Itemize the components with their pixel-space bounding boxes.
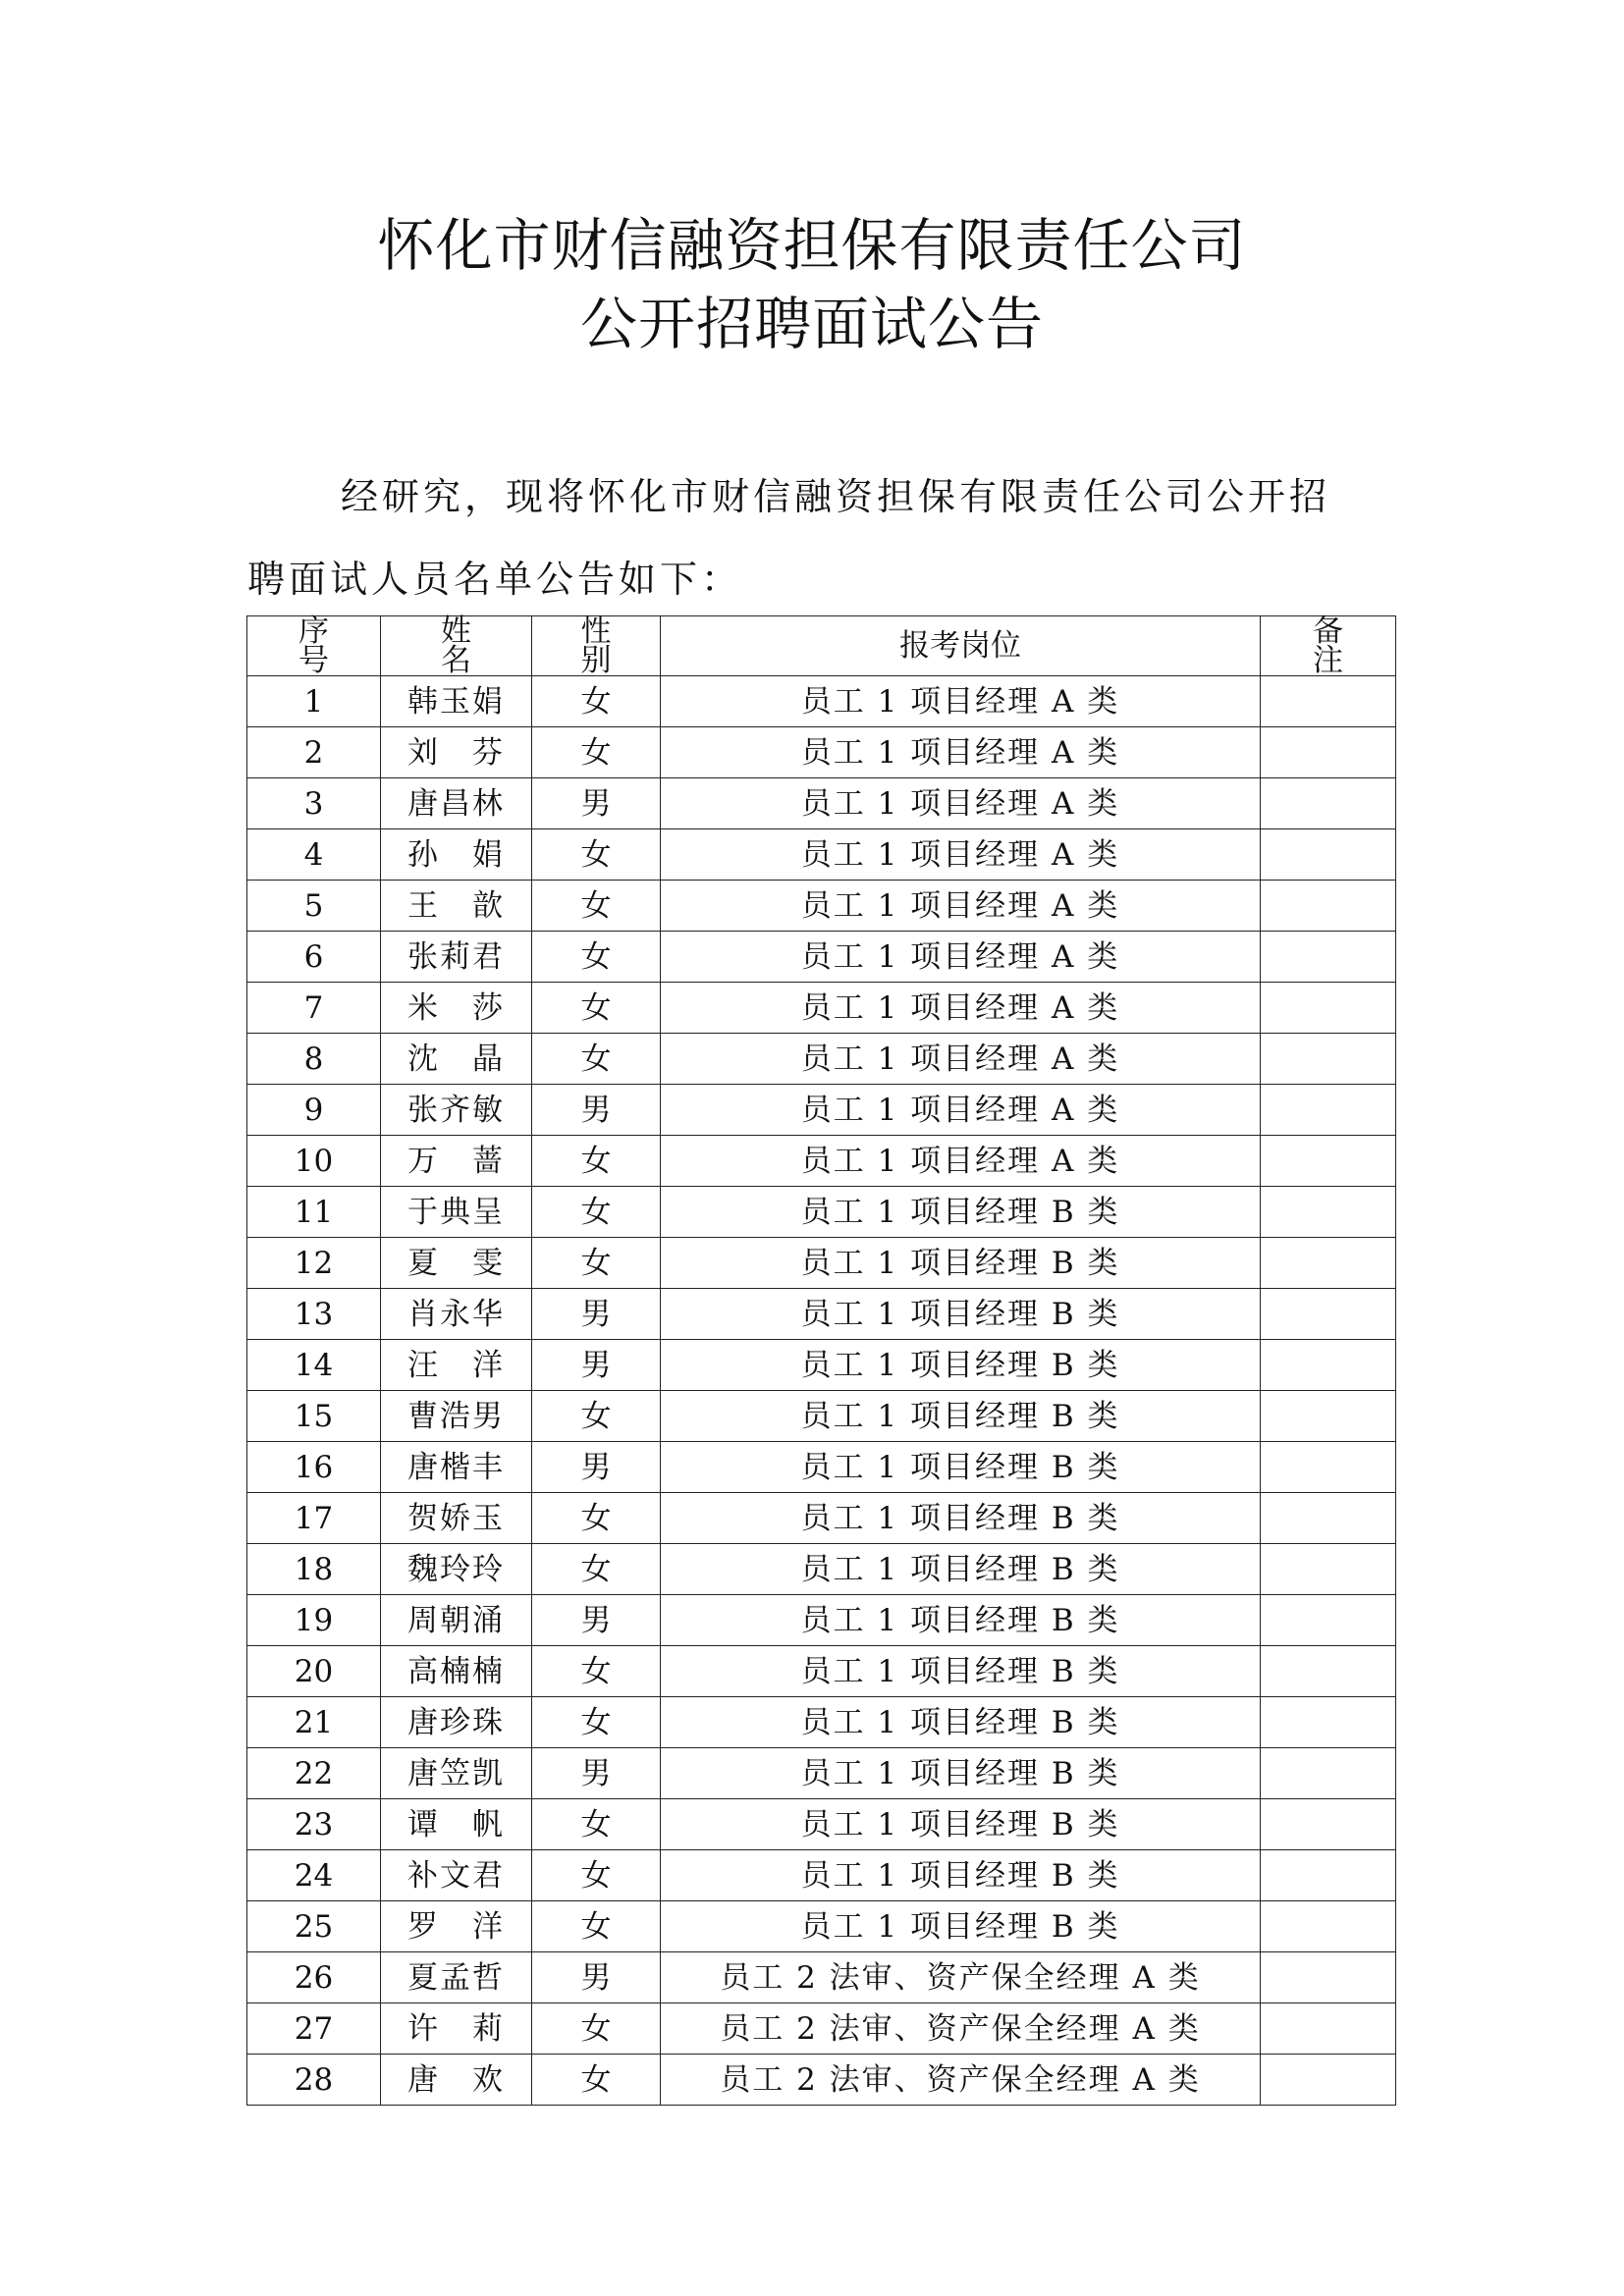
cell-position: 员工 1 项目经理 B 类: [661, 1187, 1261, 1238]
cell-remark: [1261, 1136, 1396, 1187]
cell-name: 贺娇玉: [381, 1493, 532, 1544]
table-row: [247, 778, 1396, 829]
cell-remark: [1261, 2055, 1396, 2106]
table-row: [247, 1340, 1396, 1391]
table-row: [247, 1646, 1396, 1697]
document-title-line-2: 公开招聘面试公告: [579, 291, 1044, 357]
table-row: [247, 1238, 1396, 1289]
table-row: [247, 881, 1396, 932]
cell-position: 员工 1 项目经理 B 类: [661, 1391, 1261, 1442]
cell-name: 孙 娟: [381, 829, 532, 881]
cell-remark: [1261, 1901, 1396, 1952]
cell-seq: 3: [247, 778, 381, 829]
cell-remark: [1261, 1340, 1396, 1391]
cell-position: 员工 1 项目经理 B 类: [661, 1238, 1261, 1289]
cell-seq: 6: [247, 932, 381, 983]
cell-name: 韩玉娟: [381, 676, 532, 727]
table-row: [247, 1697, 1396, 1748]
cell-position: 员工 1 项目经理 A 类: [661, 983, 1261, 1034]
cell-position: 员工 1 项目经理 B 类: [661, 1901, 1261, 1952]
cell-position: 员工 1 项目经理 B 类: [661, 1340, 1261, 1391]
cell-remark: [1261, 727, 1396, 778]
cell-remark: [1261, 881, 1396, 932]
cell-gender: 女: [532, 1187, 661, 1238]
cell-position: 员工 2 法审、资产保全经理 A 类: [661, 1952, 1261, 2003]
cell-gender: 男: [532, 778, 661, 829]
table-row: [247, 1799, 1396, 1850]
table-row: [247, 2055, 1396, 2106]
table-row: [247, 1901, 1396, 1952]
cell-remark: [1261, 1850, 1396, 1901]
cell-remark: [1261, 1799, 1396, 1850]
cell-name: 肖永华: [381, 1289, 532, 1340]
cell-position: 员工 1 项目经理 B 类: [661, 1544, 1261, 1595]
cell-name: 于典呈: [381, 1187, 532, 1238]
table-row: [247, 676, 1396, 727]
cell-gender: 男: [532, 1442, 661, 1493]
cell-remark: [1261, 1544, 1396, 1595]
cell-name: 罗 洋: [381, 1901, 532, 1952]
cell-gender: 女: [532, 1850, 661, 1901]
cell-name: 刘 芬: [381, 727, 532, 778]
cell-gender: 男: [532, 1289, 661, 1340]
cell-gender: 女: [532, 1799, 661, 1850]
cell-remark: [1261, 983, 1396, 1034]
table-row: [247, 727, 1396, 778]
cell-remark: [1261, 778, 1396, 829]
cell-gender: 女: [532, 1901, 661, 1952]
cell-name: 周朝涌: [381, 1595, 532, 1646]
cell-remark: [1261, 1289, 1396, 1340]
cell-seq: 22: [247, 1748, 381, 1799]
header-seq: 序 号: [247, 616, 381, 676]
cell-remark: [1261, 2003, 1396, 2055]
cell-gender: 女: [532, 932, 661, 983]
cell-seq: 27: [247, 2003, 381, 2055]
cell-gender: 女: [532, 676, 661, 727]
header-remark: 备 注: [1261, 616, 1396, 676]
cell-name: 唐楷丰: [381, 1442, 532, 1493]
cell-gender: 女: [532, 983, 661, 1034]
table-header-row: [247, 616, 1396, 676]
cell-seq: 24: [247, 1850, 381, 1901]
header-gender: 性 别: [532, 616, 661, 676]
cell-seq: 14: [247, 1340, 381, 1391]
cell-remark: [1261, 1442, 1396, 1493]
cell-name: 万 蔷: [381, 1136, 532, 1187]
table-row: [247, 1595, 1396, 1646]
cell-remark: [1261, 676, 1396, 727]
cell-seq: 2: [247, 727, 381, 778]
table-row: [247, 1748, 1396, 1799]
cell-position: 员工 1 项目经理 A 类: [661, 778, 1261, 829]
cell-remark: [1261, 1187, 1396, 1238]
cell-position: 员工 1 项目经理 B 类: [661, 1442, 1261, 1493]
cell-seq: 26: [247, 1952, 381, 2003]
cell-name: 王 歆: [381, 881, 532, 932]
cell-position: 员工 1 项目经理 B 类: [661, 1697, 1261, 1748]
cell-seq: 16: [247, 1442, 381, 1493]
cell-gender: 女: [532, 1697, 661, 1748]
cell-seq: 9: [247, 1085, 381, 1136]
cell-seq: 19: [247, 1595, 381, 1646]
cell-name: 唐 欢: [381, 2055, 532, 2106]
cell-seq: 15: [247, 1391, 381, 1442]
cell-position: 员工 2 法审、资产保全经理 A 类: [661, 2003, 1261, 2055]
table-row: [247, 1850, 1396, 1901]
cell-gender: 男: [532, 1340, 661, 1391]
cell-name: 魏玲玲: [381, 1544, 532, 1595]
cell-seq: 1: [247, 676, 381, 727]
cell-name: 夏孟哲: [381, 1952, 532, 2003]
cell-name: 曹浩男: [381, 1391, 532, 1442]
cell-name: 唐珍珠: [381, 1697, 532, 1748]
cell-name: 高楠楠: [381, 1646, 532, 1697]
cell-remark: [1261, 1034, 1396, 1085]
cell-position: 员工 1 项目经理 A 类: [661, 1136, 1261, 1187]
cell-remark: [1261, 1748, 1396, 1799]
cell-seq: 17: [247, 1493, 381, 1544]
document-title-line-1: 怀化市财信融资担保有限责任公司: [377, 212, 1247, 279]
cell-position: 员工 1 项目经理 B 类: [661, 1850, 1261, 1901]
cell-gender: 男: [532, 1748, 661, 1799]
table-row: [247, 1493, 1396, 1544]
cell-remark: [1261, 1646, 1396, 1697]
header-position: 报考岗位: [661, 616, 1261, 676]
cell-remark: [1261, 829, 1396, 881]
cell-seq: 25: [247, 1901, 381, 1952]
table-row: [247, 932, 1396, 983]
cell-gender: 男: [532, 1952, 661, 2003]
cell-position: 员工 1 项目经理 A 类: [661, 1085, 1261, 1136]
cell-gender: 女: [532, 1493, 661, 1544]
cell-gender: 女: [532, 1646, 661, 1697]
cell-position: 员工 1 项目经理 A 类: [661, 727, 1261, 778]
cell-position: 员工 1 项目经理 B 类: [661, 1748, 1261, 1799]
table-row: [247, 1544, 1396, 1595]
cell-name: 米 莎: [381, 983, 532, 1034]
cell-name: 张莉君: [381, 932, 532, 983]
cell-name: 沈 晶: [381, 1034, 532, 1085]
cell-gender: 女: [532, 829, 661, 881]
cell-position: 员工 1 项目经理 B 类: [661, 1646, 1261, 1697]
cell-remark: [1261, 932, 1396, 983]
cell-position: 员工 1 项目经理 A 类: [661, 881, 1261, 932]
table-row: [247, 1187, 1396, 1238]
cell-gender: 女: [532, 881, 661, 932]
cell-name: 张齐敏: [381, 1085, 532, 1136]
cell-gender: 女: [532, 1544, 661, 1595]
cell-seq: 12: [247, 1238, 381, 1289]
table-row: [247, 1085, 1396, 1136]
table-row: [247, 829, 1396, 881]
cell-gender: 女: [532, 2003, 661, 2055]
cell-remark: [1261, 1238, 1396, 1289]
cell-position: 员工 1 项目经理 B 类: [661, 1493, 1261, 1544]
cell-remark: [1261, 1952, 1396, 2003]
table-row: [247, 1391, 1396, 1442]
cell-seq: 8: [247, 1034, 381, 1085]
cell-seq: 23: [247, 1799, 381, 1850]
cell-position: 员工 1 项目经理 A 类: [661, 676, 1261, 727]
cell-seq: 18: [247, 1544, 381, 1595]
cell-gender: 男: [532, 1085, 661, 1136]
cell-position: 员工 1 项目经理 B 类: [661, 1595, 1261, 1646]
cell-remark: [1261, 1085, 1396, 1136]
cell-gender: 男: [532, 1595, 661, 1646]
cell-seq: 7: [247, 983, 381, 1034]
cell-gender: 女: [532, 2055, 661, 2106]
cell-gender: 女: [532, 1391, 661, 1442]
cell-gender: 女: [532, 727, 661, 778]
cell-seq: 13: [247, 1289, 381, 1340]
cell-seq: 11: [247, 1187, 381, 1238]
cell-seq: 20: [247, 1646, 381, 1697]
cell-gender: 女: [532, 1034, 661, 1085]
cell-name: 夏 雯: [381, 1238, 532, 1289]
cell-name: 唐笠凯: [381, 1748, 532, 1799]
table-row: [247, 1289, 1396, 1340]
cell-remark: [1261, 1595, 1396, 1646]
table-row: [247, 2003, 1396, 2055]
cell-name: 唐昌林: [381, 778, 532, 829]
cell-remark: [1261, 1493, 1396, 1544]
cell-position: 员工 1 项目经理 B 类: [661, 1289, 1261, 1340]
table-row: [247, 1034, 1396, 1085]
cell-name: 补文君: [381, 1850, 532, 1901]
cell-name: 汪 洋: [381, 1340, 532, 1391]
cell-position: 员工 1 项目经理 A 类: [661, 829, 1261, 881]
table-row: [247, 983, 1396, 1034]
cell-seq: 28: [247, 2055, 381, 2106]
cell-position: 员工 2 法审、资产保全经理 A 类: [661, 2055, 1261, 2106]
cell-seq: 4: [247, 829, 381, 881]
cell-remark: [1261, 1391, 1396, 1442]
header-name: 姓 名: [381, 616, 532, 676]
intro-paragraph-line-2: 聘面试人员名单公告如下：: [247, 558, 743, 601]
table-row: [247, 1442, 1396, 1493]
cell-remark: [1261, 1697, 1396, 1748]
candidate-table: [246, 615, 1396, 2106]
cell-name: 谭 帆: [381, 1799, 532, 1850]
cell-seq: 5: [247, 881, 381, 932]
table-row: [247, 1952, 1396, 2003]
cell-gender: 女: [532, 1136, 661, 1187]
cell-position: 员工 1 项目经理 B 类: [661, 1799, 1261, 1850]
cell-position: 员工 1 项目经理 A 类: [661, 1034, 1261, 1085]
intro-paragraph-line-1: 经研究，现将怀化市财信融资担保有限责任公司公开招: [341, 475, 1331, 518]
table-body: [247, 676, 1396, 2106]
cell-position: 员工 1 项目经理 A 类: [661, 932, 1261, 983]
cell-seq: 10: [247, 1136, 381, 1187]
table-row: [247, 1136, 1396, 1187]
cell-seq: 21: [247, 1697, 381, 1748]
cell-name: 许 莉: [381, 2003, 532, 2055]
cell-gender: 女: [532, 1238, 661, 1289]
